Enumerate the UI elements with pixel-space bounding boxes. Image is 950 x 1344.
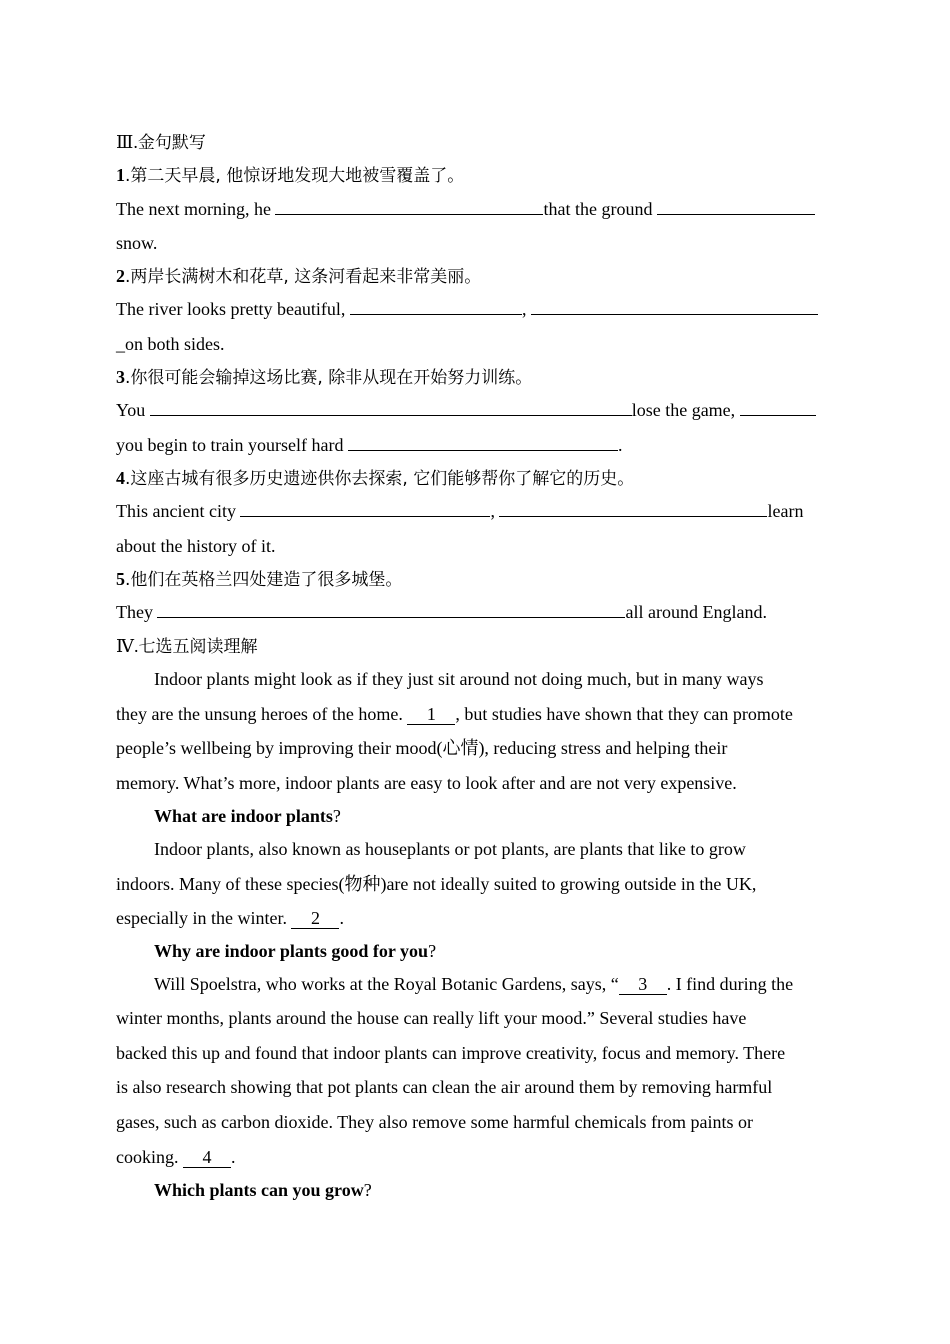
q1-blank-2[interactable] bbox=[657, 194, 815, 215]
passage-p3-line6 bbox=[116, 1142, 236, 1172]
subheading-what bbox=[154, 801, 341, 831]
q2-number: 2 bbox=[116, 266, 125, 286]
q5-chinese bbox=[116, 564, 402, 594]
q1-english bbox=[116, 194, 815, 224]
passage-p1-line1: Indoor plants might look as if they just sit around not doing much, but in many ways bbox=[154, 669, 764, 689]
q4-blank-1[interactable] bbox=[240, 496, 490, 517]
q5-blank-1[interactable] bbox=[157, 597, 625, 618]
q2-en-start: The river looks pretty beautiful, bbox=[116, 299, 350, 319]
q3-blank-1[interactable] bbox=[150, 395, 632, 416]
p2-line3-text: especially in the winter. bbox=[116, 908, 292, 928]
q2-english bbox=[116, 294, 818, 324]
q1-en-end: snow. bbox=[116, 233, 158, 253]
p3-line6-text: cooking. bbox=[116, 1147, 183, 1167]
q4-chinese-text: .这座古城有很多历史遗迹供你去探索, 它们能够帮你了解它的历史。 bbox=[125, 469, 635, 489]
q2-chinese bbox=[116, 261, 481, 291]
passage-p2-line3 bbox=[116, 903, 344, 933]
passage-p3-line3: backed this up and found that indoor plants can improve creativity, focus and memory. There bbox=[116, 1043, 786, 1063]
q3-en-line2: you begin to train yourself hard bbox=[116, 435, 348, 455]
q4-number: 4 bbox=[116, 468, 125, 488]
passage-p3-line4: is also research showing that pot plants can clean the air around them by removing harmful bbox=[116, 1077, 773, 1097]
q4-english bbox=[116, 496, 803, 526]
q3-blank-2[interactable] bbox=[740, 395, 816, 416]
blank-2[interactable]: 2 bbox=[291, 908, 339, 929]
q1-en-mid: that the ground bbox=[543, 199, 657, 219]
passage-p3-line5: gases, such as carbon dioxide. They also remove some harmful chemicals from paints or bbox=[116, 1112, 753, 1132]
section3-heading bbox=[116, 127, 206, 157]
subheading-which bbox=[154, 1175, 372, 1205]
q2-english-cont bbox=[116, 329, 225, 359]
section3-heading-title: 金句默写 bbox=[137, 133, 206, 153]
passage-p2-line1: Indoor plants, also known as houseplants or pot plants, are plants that like to grow bbox=[154, 839, 746, 859]
subheading-why bbox=[154, 936, 436, 966]
subheading-which-mark: ? bbox=[363, 1180, 372, 1200]
passage-p3-line1 bbox=[154, 969, 793, 999]
q3-en-period: . bbox=[617, 435, 623, 455]
p1-line2-text: they are the unsung heroes of the home. bbox=[116, 704, 408, 724]
q1-en-start: The next morning, he bbox=[116, 199, 276, 219]
subheading-what-mark: ? bbox=[332, 806, 341, 826]
subheading-why-text: Why are indoor plants good for you bbox=[154, 941, 429, 961]
passage-p3-line2: winter months, plants around the house can really lift your mood.” Several studies have bbox=[116, 1008, 747, 1028]
q5-english bbox=[116, 597, 767, 627]
q4-en-end: about the history of it. bbox=[116, 536, 276, 556]
q1-number: 1 bbox=[116, 165, 125, 185]
passage-p1-line2 bbox=[116, 699, 793, 729]
q5-en-start: They bbox=[116, 602, 158, 622]
passage-p2-line2: indoors. Many of these species(物种)are not ideally suited to growing outside in the UK, bbox=[116, 874, 757, 894]
q4-en-start: This ancient city bbox=[116, 501, 241, 521]
section4-heading bbox=[116, 631, 257, 661]
q3-number: 3 bbox=[116, 367, 125, 387]
section3-heading-number: Ⅲ. bbox=[116, 132, 138, 152]
passage-p1-line3: people’s wellbeing by improving their mood(心情), reducing stress and helping their bbox=[116, 738, 728, 758]
subheading-what-text: What are indoor plants bbox=[154, 806, 333, 826]
q1-blank-1[interactable] bbox=[275, 194, 543, 215]
p3-line1-text: Will Spoelstra, who works at the Royal Botanic Gardens, says, “ bbox=[154, 974, 619, 994]
passage-p1-line4: memory. What’s more, indoor plants are easy to look after and are not very expensive. bbox=[116, 773, 737, 793]
blank-3[interactable]: 3 bbox=[619, 974, 667, 995]
p1-line2-text-tail: , but studies have shown that they can promote bbox=[455, 704, 793, 724]
q3-en-mid: lose the game, bbox=[631, 400, 740, 420]
q2-chinese-text: .两岸长满树木和花草, 这条河看起来非常美丽。 bbox=[125, 267, 482, 287]
q3-chinese-text: .你很可能会输掉这场比赛, 除非从现在开始努力训练。 bbox=[125, 368, 533, 388]
section4-heading-title: 七选五阅读理解 bbox=[138, 637, 258, 657]
q5-number: 5 bbox=[116, 569, 125, 589]
q3-blank-3[interactable] bbox=[348, 430, 618, 451]
q4-chinese bbox=[116, 463, 634, 493]
q3-english-cont bbox=[116, 430, 622, 460]
q2-en-comma: , bbox=[521, 299, 531, 319]
q3-english bbox=[116, 395, 816, 425]
q2-en-end: _on both sides. bbox=[116, 334, 225, 354]
p2-line3-tail: . bbox=[339, 908, 344, 928]
q4-english-cont bbox=[116, 531, 275, 561]
blank-1[interactable]: 1 bbox=[407, 704, 455, 725]
q2-blank-2[interactable] bbox=[531, 294, 818, 315]
q3-chinese bbox=[116, 362, 532, 392]
q1-chinese bbox=[116, 160, 464, 190]
blank-4[interactable]: 4 bbox=[183, 1147, 231, 1168]
subheading-which-text: Which plants can you grow bbox=[154, 1180, 364, 1200]
q5-chinese-text: .他们在英格兰四处建造了很多城堡。 bbox=[125, 570, 403, 590]
section4-heading-number: Ⅳ. bbox=[116, 636, 139, 656]
p3-line6-tail: . bbox=[231, 1147, 236, 1167]
q4-blank-2[interactable] bbox=[499, 496, 767, 517]
q2-blank-1[interactable] bbox=[350, 294, 522, 315]
q4-en-comma: , bbox=[490, 501, 500, 521]
q5-en-end: all around England. bbox=[625, 602, 767, 622]
q3-en-start: You bbox=[116, 400, 150, 420]
q1-chinese-text: .第二天早晨, 他惊讶地发现大地被雪覆盖了。 bbox=[125, 166, 465, 186]
subheading-why-mark: ? bbox=[428, 941, 437, 961]
q1-english-cont bbox=[116, 228, 157, 258]
p3-line1-tail: . I find during the bbox=[666, 974, 794, 994]
q4-en-mid: learn bbox=[767, 501, 804, 521]
